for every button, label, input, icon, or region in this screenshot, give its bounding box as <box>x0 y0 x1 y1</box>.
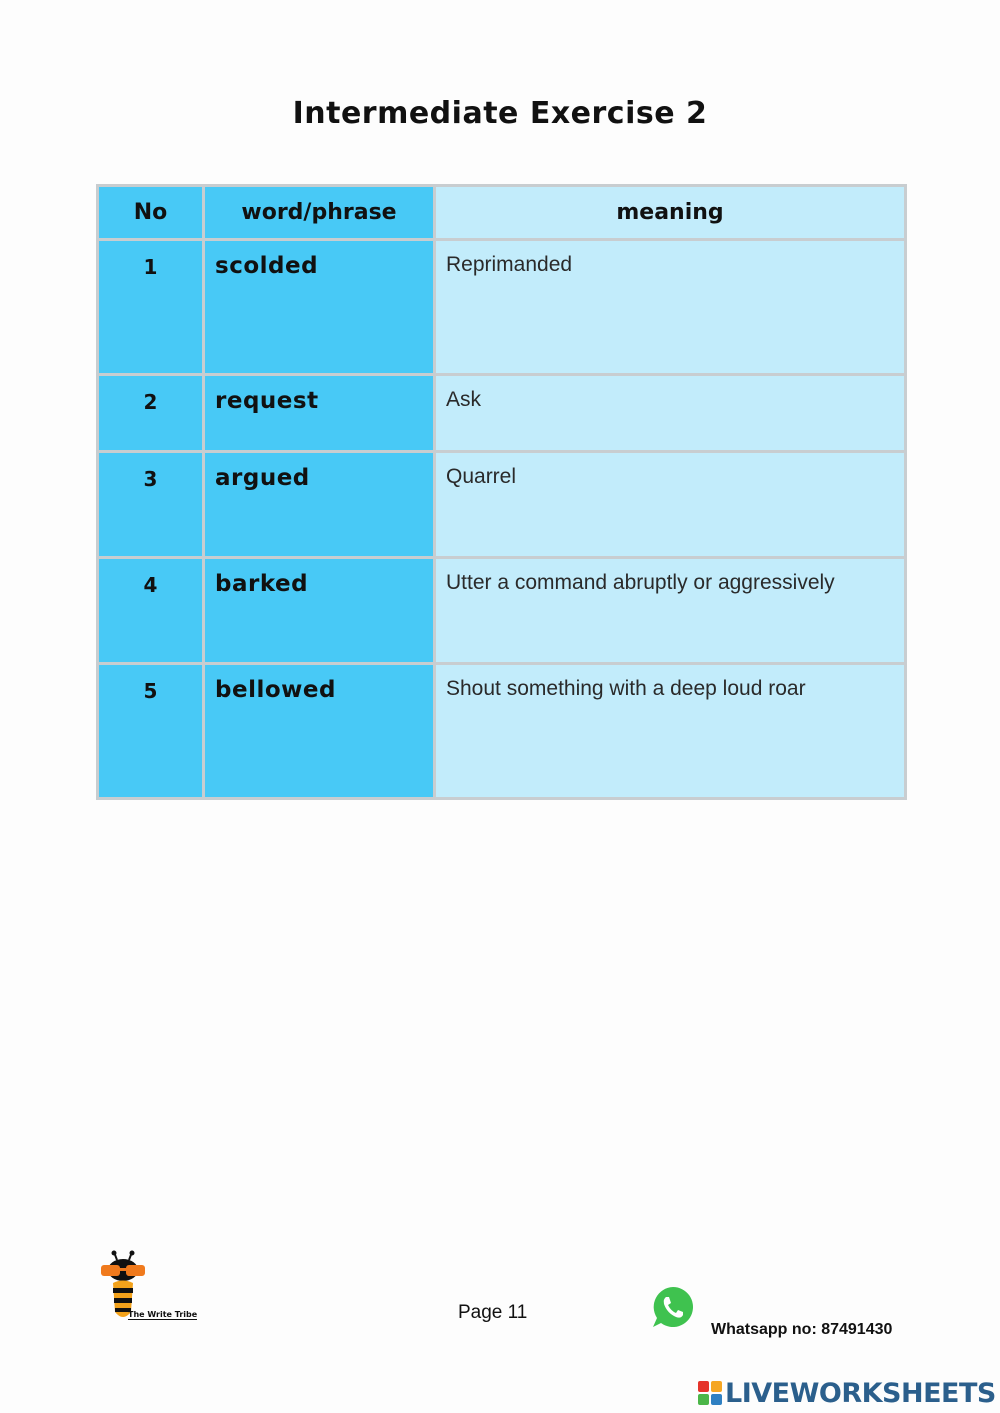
bee-logo <box>98 1250 208 1330</box>
row-number: 3 <box>98 452 204 558</box>
row-meaning: Utter a command abruptly or aggressively <box>435 558 906 664</box>
table-row <box>98 375 906 452</box>
row-number: 5 <box>98 664 204 799</box>
liveworksheets-text: LIVEWORKSHEETS <box>725 1377 996 1409</box>
liveworksheets-mark-icon <box>698 1381 722 1405</box>
table-row <box>98 558 906 664</box>
page-title: Intermediate Exercise 2 <box>292 96 708 131</box>
liveworksheets-logo <box>698 1376 996 1410</box>
row-word: argued <box>204 452 435 558</box>
header-word: word/phrase <box>204 186 435 240</box>
row-meaning: Shout something with a deep loud roar <box>435 664 906 799</box>
whatsapp-icon <box>650 1284 696 1330</box>
row-word: scolded <box>204 240 435 375</box>
row-word: bellowed <box>204 664 435 799</box>
row-number: 2 <box>98 375 204 452</box>
table-row <box>98 452 906 558</box>
row-word: request <box>204 375 435 452</box>
page-number: Page 11 <box>458 1302 528 1323</box>
table-row <box>98 664 906 799</box>
row-meaning: Quarrel <box>435 452 906 558</box>
whatsapp-number: Whatsapp no: 87491430 <box>711 1321 893 1338</box>
vocabulary-table <box>96 184 907 800</box>
header-no: No <box>98 186 204 240</box>
table-header-row <box>98 186 906 240</box>
row-number: 1 <box>98 240 204 375</box>
row-word: barked <box>204 558 435 664</box>
row-meaning: Ask <box>435 375 906 452</box>
table-row <box>98 240 906 375</box>
row-number: 4 <box>98 558 204 664</box>
logo-text: The Write Tribe <box>128 1310 198 1319</box>
header-meaning: meaning <box>435 186 906 240</box>
row-meaning: Reprimanded <box>435 240 906 375</box>
